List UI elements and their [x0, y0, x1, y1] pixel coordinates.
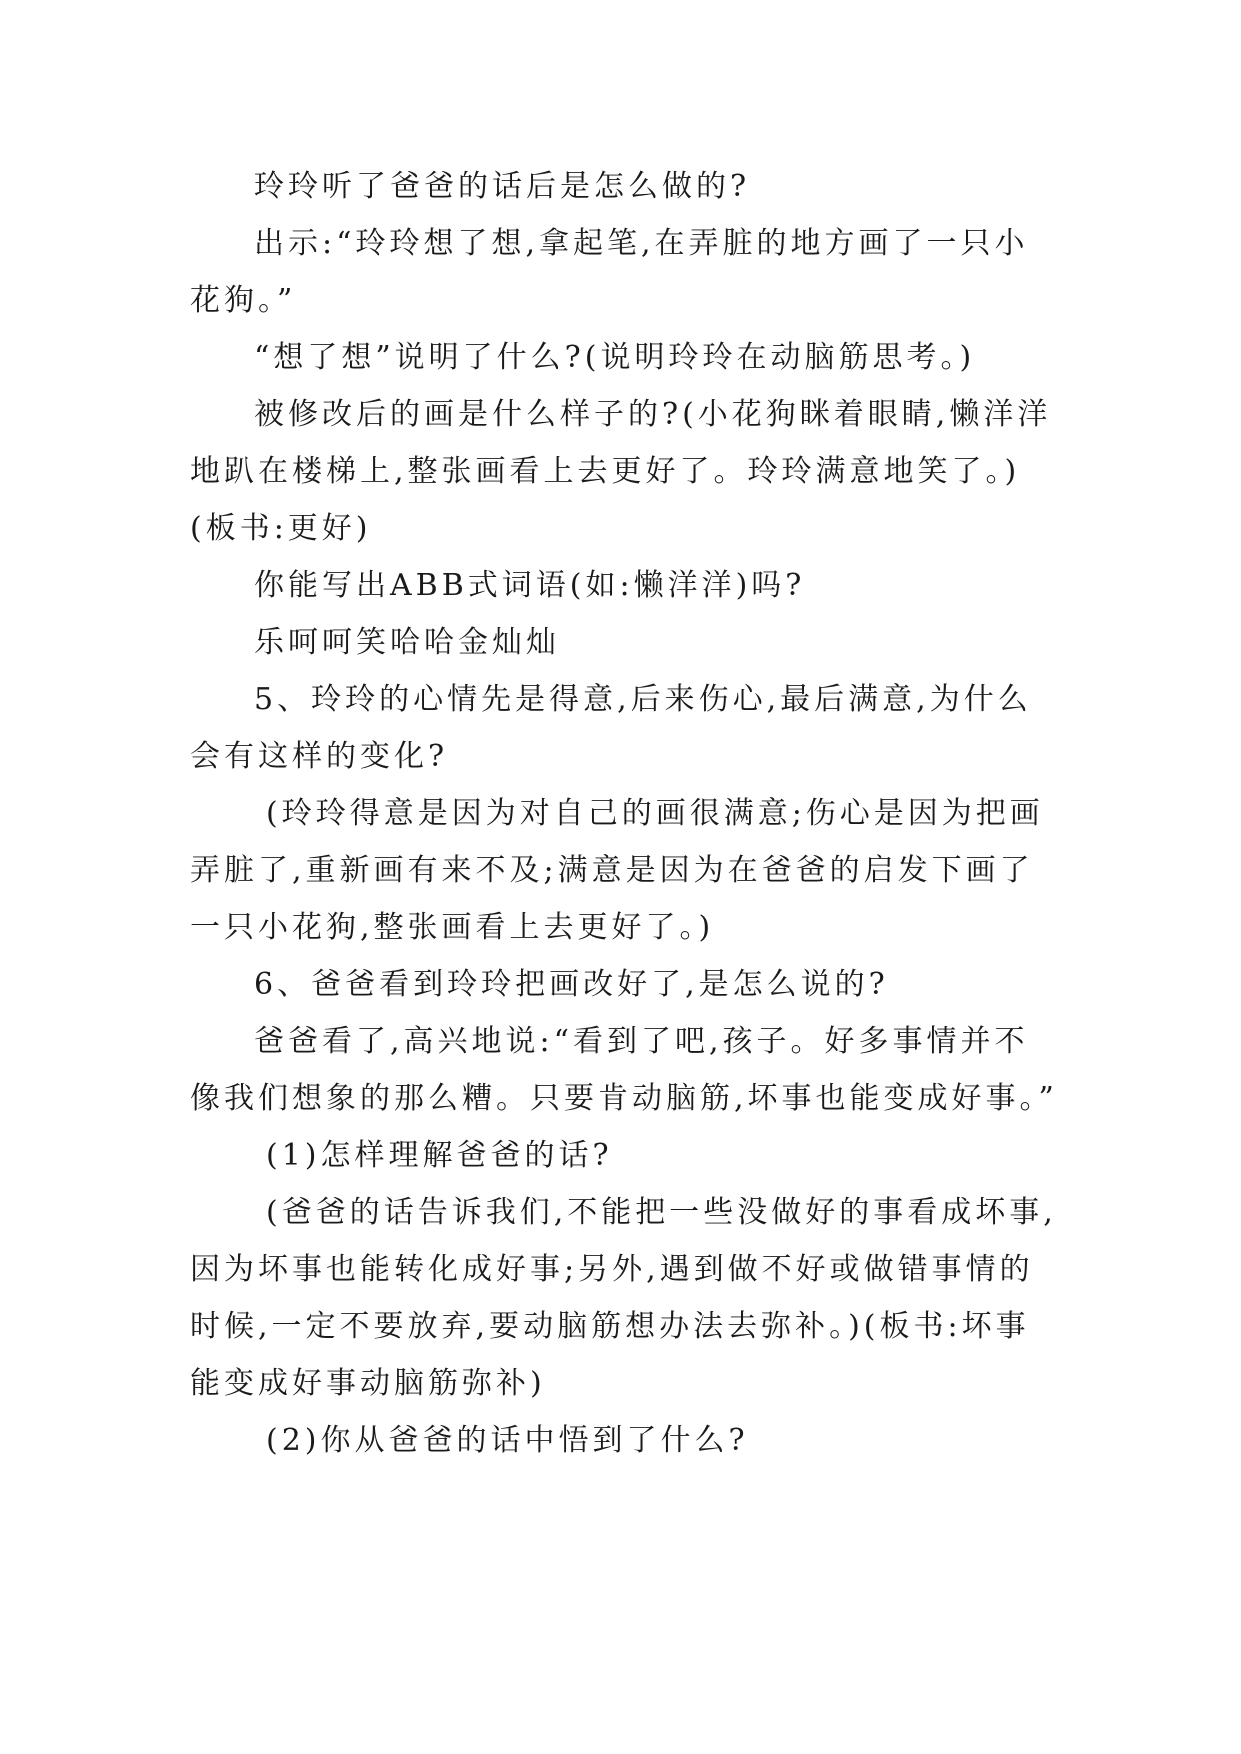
paragraph-subquestion-2: (2)你从爸爸的话中悟到了什么? [266, 1423, 749, 1458]
paragraph-question-how-did-lingling-act: 玲玲听了爸爸的话后是怎么做的? [254, 169, 751, 204]
paragraph-thought-meaning: “想了想”说明了什么?(说明玲玲在动脑筋思考。) [254, 340, 976, 375]
paragraph-modified-painting: 被修改后的画是什么样子的?(小花狗眯着眼睛,懒洋洋地趴在楼梯上,整张画看上去更好了。玲玲满意地笑了。) [190, 397, 1052, 489]
paragraph-question-5: 5、玲玲的心情先是得意,后来伤心,最后满意,为什么会有这样的变化? [190, 682, 1032, 774]
paragraph-board-note-better: (板书:更好) [190, 511, 372, 546]
paragraph-question-6: 6、爸爸看到玲玲把画改好了,是怎么说的? [254, 967, 889, 1002]
paragraph-abb-words-question: 你能写出ABB式词语(如:懒洋洋)吗? [254, 568, 806, 603]
paragraph-answer-5: (玲玲得意是因为对自己的画很满意;伤心是因为把画弄脏了,重新画有来不及;满意是因为在爸爸的启发下画了一只小花狗,整张画看上去更好了。) [190, 796, 1044, 945]
paragraph-father-quote: 爸爸看了,高兴地说:“看到了吧,孩子。好多事情并不像我们想象的那么糟。只要肯动脑筋,坏事也能变成好事。” [190, 1024, 1058, 1116]
paragraph-abb-examples: 乐呵呵笑哈哈金灿灿 [254, 625, 560, 660]
paragraph-show-quote: 出示:“玲玲想了想,拿起笔,在弄脏的地方画了一只小花狗。” [190, 226, 1029, 318]
paragraph-subquestion-1: (1)怎样理解爸爸的话? [266, 1138, 613, 1173]
paragraph-answer-1: (爸爸的话告诉我们,不能把一些没做好的事看成坏事,因为坏事也能转化成好事;另外,遇到做不好或做错事情的时候,一定不要放弃,要动脑筋想办法去弥补。)(板书:坏事能变成好事动脑筋弥补) [190, 1195, 1057, 1401]
document-body [190, 158, 1060, 1469]
